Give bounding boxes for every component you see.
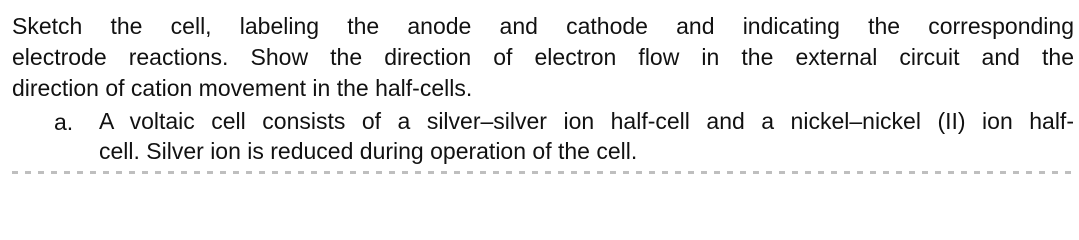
instructions-line-1: Sketch the cell, labeling the anode and cathode and indicating the corresponding xyxy=(12,13,1074,39)
problem-item-a xyxy=(12,106,1074,166)
problem-line-2: cell. Silver ion is reduced during operation of the cell. xyxy=(99,138,638,164)
instructions-paragraph xyxy=(12,0,1074,105)
problem-marker: a. xyxy=(54,109,74,135)
cut-off-text-line xyxy=(12,168,1074,174)
problem-text xyxy=(99,106,1074,166)
instructions-line-3: direction of cation movement in the half-cells. xyxy=(12,75,473,101)
problem-line-1: A voltaic cell consists of a silver–silver ion half-cell and a nickel–nickel (II) ion half- xyxy=(99,108,1074,134)
problem-list xyxy=(12,106,1074,166)
instructions-line-2: electrode reactions. Show the direction of electron flow in the external circuit and the xyxy=(12,44,1074,70)
